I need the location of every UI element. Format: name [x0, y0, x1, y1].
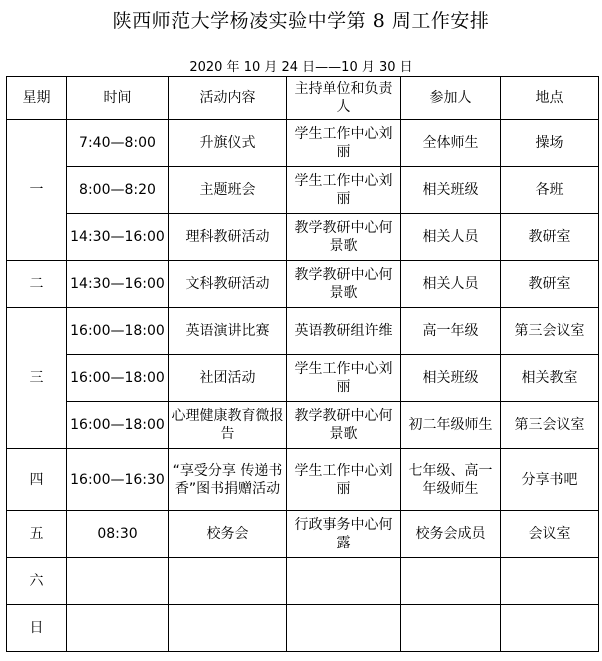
header-activity: 活动内容	[169, 77, 287, 120]
time-cell	[67, 605, 169, 652]
location-cell: 相关教室	[501, 355, 599, 402]
participants-cell: 相关班级	[401, 167, 501, 214]
time-cell	[67, 558, 169, 605]
table-row	[7, 355, 599, 402]
activity-cell: 心理健康教育微报告	[169, 402, 287, 449]
location-cell	[501, 558, 599, 605]
participants-cell: 校务会成员	[401, 511, 501, 558]
location-cell: 各班	[501, 167, 599, 214]
header-host: 主持单位和负责人	[287, 77, 401, 120]
activity-cell: 升旗仪式	[169, 120, 287, 167]
host-cell: 学生工作中心刘丽	[287, 449, 401, 511]
participants-cell: 相关人员	[401, 261, 501, 308]
participants-cell	[401, 558, 501, 605]
participants-cell: 高一年级	[401, 308, 501, 355]
header-location: 地点	[501, 77, 599, 120]
table-row	[7, 402, 599, 449]
date-range: 2020 年 10 月 24 日——10 月 30 日	[189, 60, 413, 75]
time-cell: 14:30—16:00	[67, 261, 169, 308]
host-cell: 学生工作中心刘丽	[287, 120, 401, 167]
activity-cell: 文科教研活动	[169, 261, 287, 308]
table-row	[7, 558, 599, 605]
location-cell	[501, 605, 599, 652]
location-cell: 分享书吧	[501, 449, 599, 511]
weekday-cell: 三	[7, 308, 67, 449]
page-title: 陕西师范大学杨凌实验中学第 8 周工作安排	[112, 10, 490, 32]
table-row	[7, 214, 599, 261]
host-cell	[287, 605, 401, 652]
table-row	[7, 308, 599, 355]
weekday-cell: 一	[7, 120, 67, 261]
weekday-cell: 六	[7, 558, 67, 605]
participants-cell	[401, 605, 501, 652]
participants-cell: 全体师生	[401, 120, 501, 167]
host-cell: 行政事务中心何露	[287, 511, 401, 558]
participants-cell: 初二年级师生	[401, 402, 501, 449]
host-cell: 教学教研中心何景歌	[287, 214, 401, 261]
host-cell: 教学教研中心何景歌	[287, 402, 401, 449]
activity-cell: 理科教研活动	[169, 214, 287, 261]
time-cell: 16:00—16:30	[67, 449, 169, 511]
time-cell: 16:00—18:00	[67, 355, 169, 402]
time-cell: 08:30	[67, 511, 169, 558]
weekday-cell: 二	[7, 261, 67, 308]
activity-cell: 英语演讲比赛	[169, 308, 287, 355]
table-row	[7, 449, 599, 511]
header-weekday: 星期	[7, 77, 67, 120]
activity-cell	[169, 605, 287, 652]
header-participants: 参加人	[401, 77, 501, 120]
time-cell: 8:00—8:20	[67, 167, 169, 214]
location-cell: 教研室	[501, 214, 599, 261]
activity-cell: 社团活动	[169, 355, 287, 402]
activity-cell: 校务会	[169, 511, 287, 558]
time-cell: 7:40—8:00	[67, 120, 169, 167]
time-cell: 16:00—18:00	[67, 308, 169, 355]
host-cell: 学生工作中心刘丽	[287, 167, 401, 214]
header-row	[7, 77, 599, 120]
host-cell	[287, 558, 401, 605]
activity-cell: “享受分享 传递书香”图书捐赠活动	[169, 449, 287, 511]
host-cell: 学生工作中心刘丽	[287, 355, 401, 402]
weekday-cell: 四	[7, 449, 67, 511]
weekday-cell: 五	[7, 511, 67, 558]
header-time: 时间	[67, 77, 169, 120]
host-cell: 英语教研组许维	[287, 308, 401, 355]
location-cell: 会议室	[501, 511, 599, 558]
host-cell: 教学教研中心何景歌	[287, 261, 401, 308]
time-cell: 14:30—16:00	[67, 214, 169, 261]
table-row	[7, 511, 599, 558]
participants-cell: 相关人员	[401, 214, 501, 261]
table-row	[7, 120, 599, 167]
schedule-table	[6, 76, 599, 652]
table-row	[7, 167, 599, 214]
time-cell: 16:00—18:00	[67, 402, 169, 449]
location-cell: 第三会议室	[501, 402, 599, 449]
table-row	[7, 605, 599, 652]
weekday-cell: 日	[7, 605, 67, 652]
table-row	[7, 261, 599, 308]
activity-cell	[169, 558, 287, 605]
location-cell: 教研室	[501, 261, 599, 308]
participants-cell: 七年级、高一年级师生	[401, 449, 501, 511]
location-cell: 第三会议室	[501, 308, 599, 355]
location-cell: 操场	[501, 120, 599, 167]
activity-cell: 主题班会	[169, 167, 287, 214]
participants-cell: 相关班级	[401, 355, 501, 402]
